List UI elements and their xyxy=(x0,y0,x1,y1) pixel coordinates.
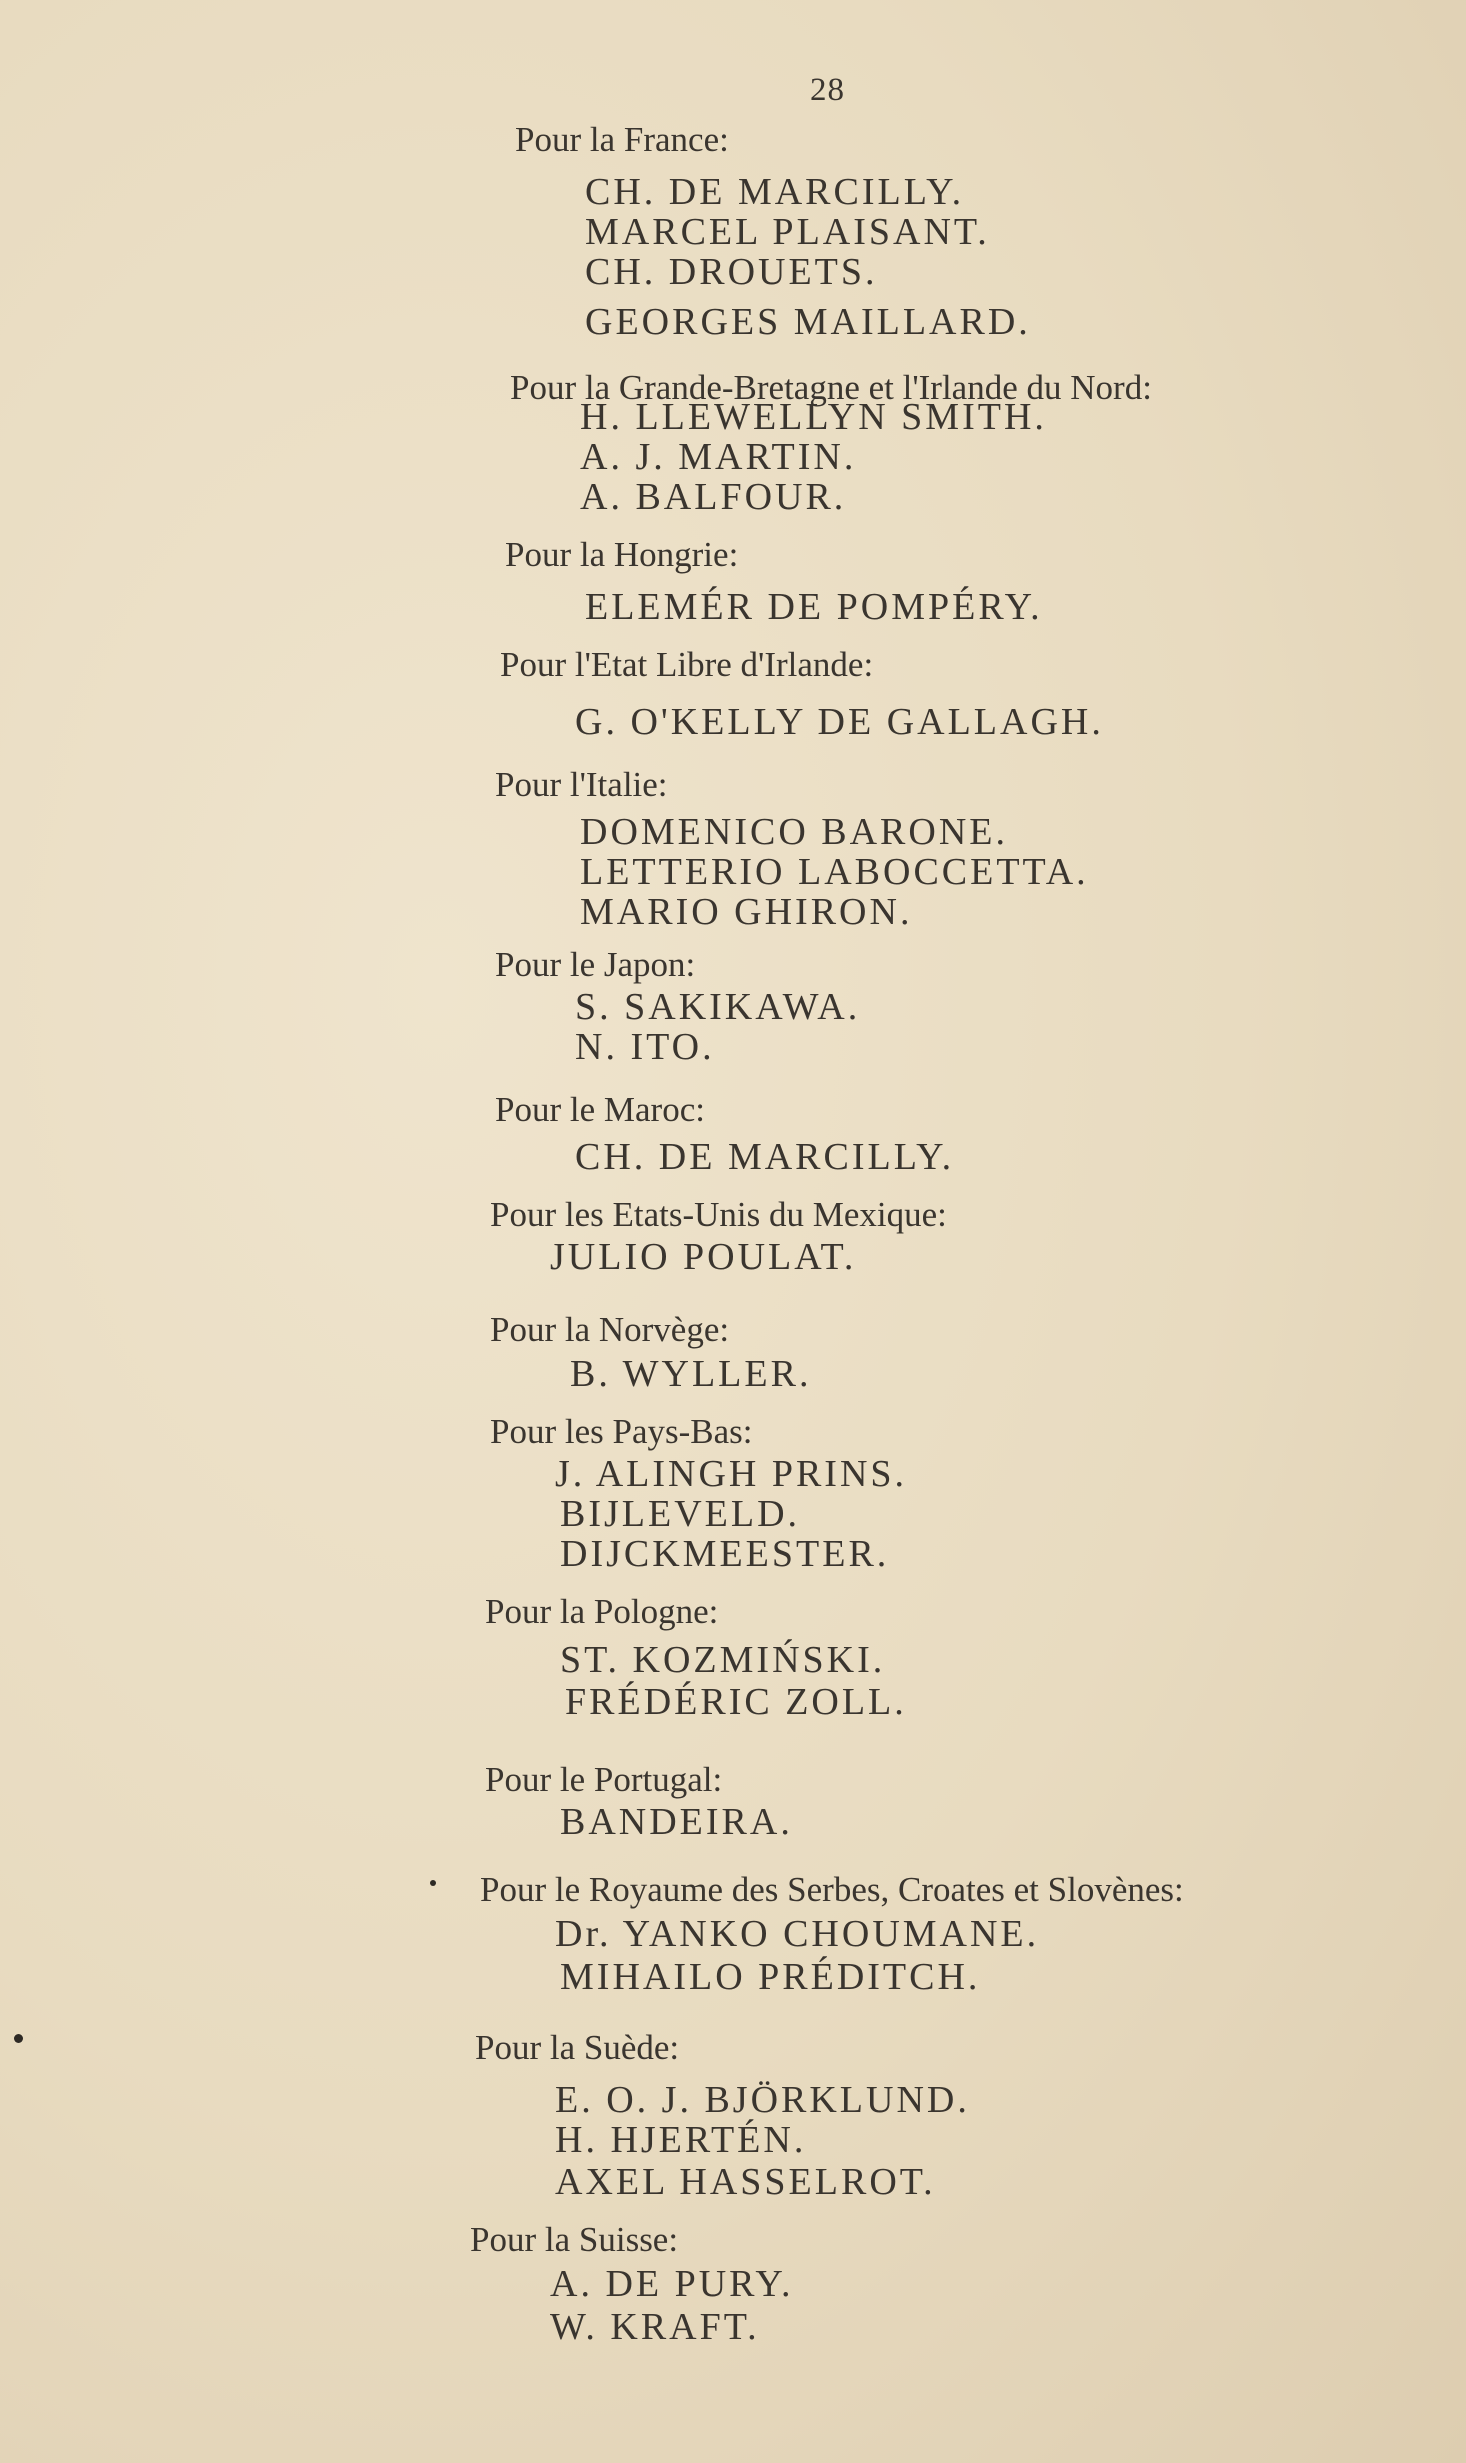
signatory-name: H. LLEWELLYN SMITH. xyxy=(580,396,1047,438)
margin-dot-mark xyxy=(430,1880,436,1886)
signatory-name: MARIO GHIRON. xyxy=(580,891,913,933)
signatory-heading: Pour la Hongrie: xyxy=(505,535,739,574)
signatory-name: LETTERIO LABOCCETTA. xyxy=(580,851,1089,893)
page-number: 28 xyxy=(810,72,845,108)
signatory-heading: Pour les Pays-Bas: xyxy=(490,1412,753,1451)
signatory-name: E. O. J. BJÖRKLUND. xyxy=(555,2079,970,2121)
signatory-name: Dr. YANKO CHOUMANE. xyxy=(555,1913,1040,1955)
signatory-heading: Pour le Royaume des Serbes, Croates et Slovènes: xyxy=(480,1870,1184,1909)
signatory-name: N. ITO. xyxy=(575,1026,715,1068)
signatory-name: W. KRAFT. xyxy=(550,2306,760,2348)
signatory-name: CH. DE MARCILLY. xyxy=(575,1136,955,1178)
signatory-name: ST. KOZMIŃSKI. xyxy=(560,1639,886,1681)
signatory-name: DIJCKMEESTER. xyxy=(560,1533,890,1575)
signatory-name: A. J. MARTIN. xyxy=(580,436,857,478)
margin-dot-mark xyxy=(14,2034,23,2043)
signatory-name: H. HJERTÉN. xyxy=(555,2119,807,2161)
signatory-name: G. O'KELLY DE GALLAGH. xyxy=(575,701,1104,743)
signatory-name: CH. DE MARCILLY. xyxy=(585,171,965,213)
signatory-name: BANDEIRA. xyxy=(560,1801,793,1843)
signatory-heading: Pour les Etats-Unis du Mexique: xyxy=(490,1195,947,1234)
signatory-heading: Pour le Maroc: xyxy=(495,1090,705,1129)
signatory-heading: Pour la France: xyxy=(515,120,729,159)
signatory-name: MIHAILO PRÉDITCH. xyxy=(560,1956,981,1998)
signatory-heading: Pour la Pologne: xyxy=(485,1592,719,1631)
signatory-name: J. ALINGH PRINS. xyxy=(555,1453,908,1495)
signatory-heading: Pour le Portugal: xyxy=(485,1760,723,1799)
signatory-name: ELEMÉR DE POMPÉRY. xyxy=(585,586,1043,628)
signatory-name: CH. DROUETS. xyxy=(585,251,878,293)
signatory-name: A. DE PURY. xyxy=(550,2263,794,2305)
signatory-name: FRÉDÉRIC ZOLL. xyxy=(565,1681,907,1723)
signatory-name: DOMENICO BARONE. xyxy=(580,811,1008,853)
signatory-heading: Pour l'Italie: xyxy=(495,765,668,804)
signatory-name: BIJLEVELD. xyxy=(560,1493,801,1535)
signatory-heading: Pour la Suisse: xyxy=(470,2220,679,2259)
signatory-name: A. BALFOUR. xyxy=(580,476,847,518)
signatory-name: MARCEL PLAISANT. xyxy=(585,211,990,253)
signatory-heading: Pour la Norvège: xyxy=(490,1310,730,1349)
signatory-name: JULIO POULAT. xyxy=(550,1236,857,1278)
signatory-heading: Pour l'Etat Libre d'Irlande: xyxy=(500,645,874,684)
signatory-heading: Pour la Suède: xyxy=(475,2028,680,2067)
signatory-name: GEORGES MAILLARD. xyxy=(585,301,1031,343)
signatory-name: AXEL HASSELROT. xyxy=(555,2161,936,2203)
signatory-name: B. WYLLER. xyxy=(570,1353,812,1395)
signatory-heading: Pour le Japon: xyxy=(495,945,696,984)
signatory-name: S. SAKIKAWA. xyxy=(575,986,861,1028)
signatory-heading: Pour la Grande-Bretagne et l'Irlande du Nord: xyxy=(510,368,1152,407)
